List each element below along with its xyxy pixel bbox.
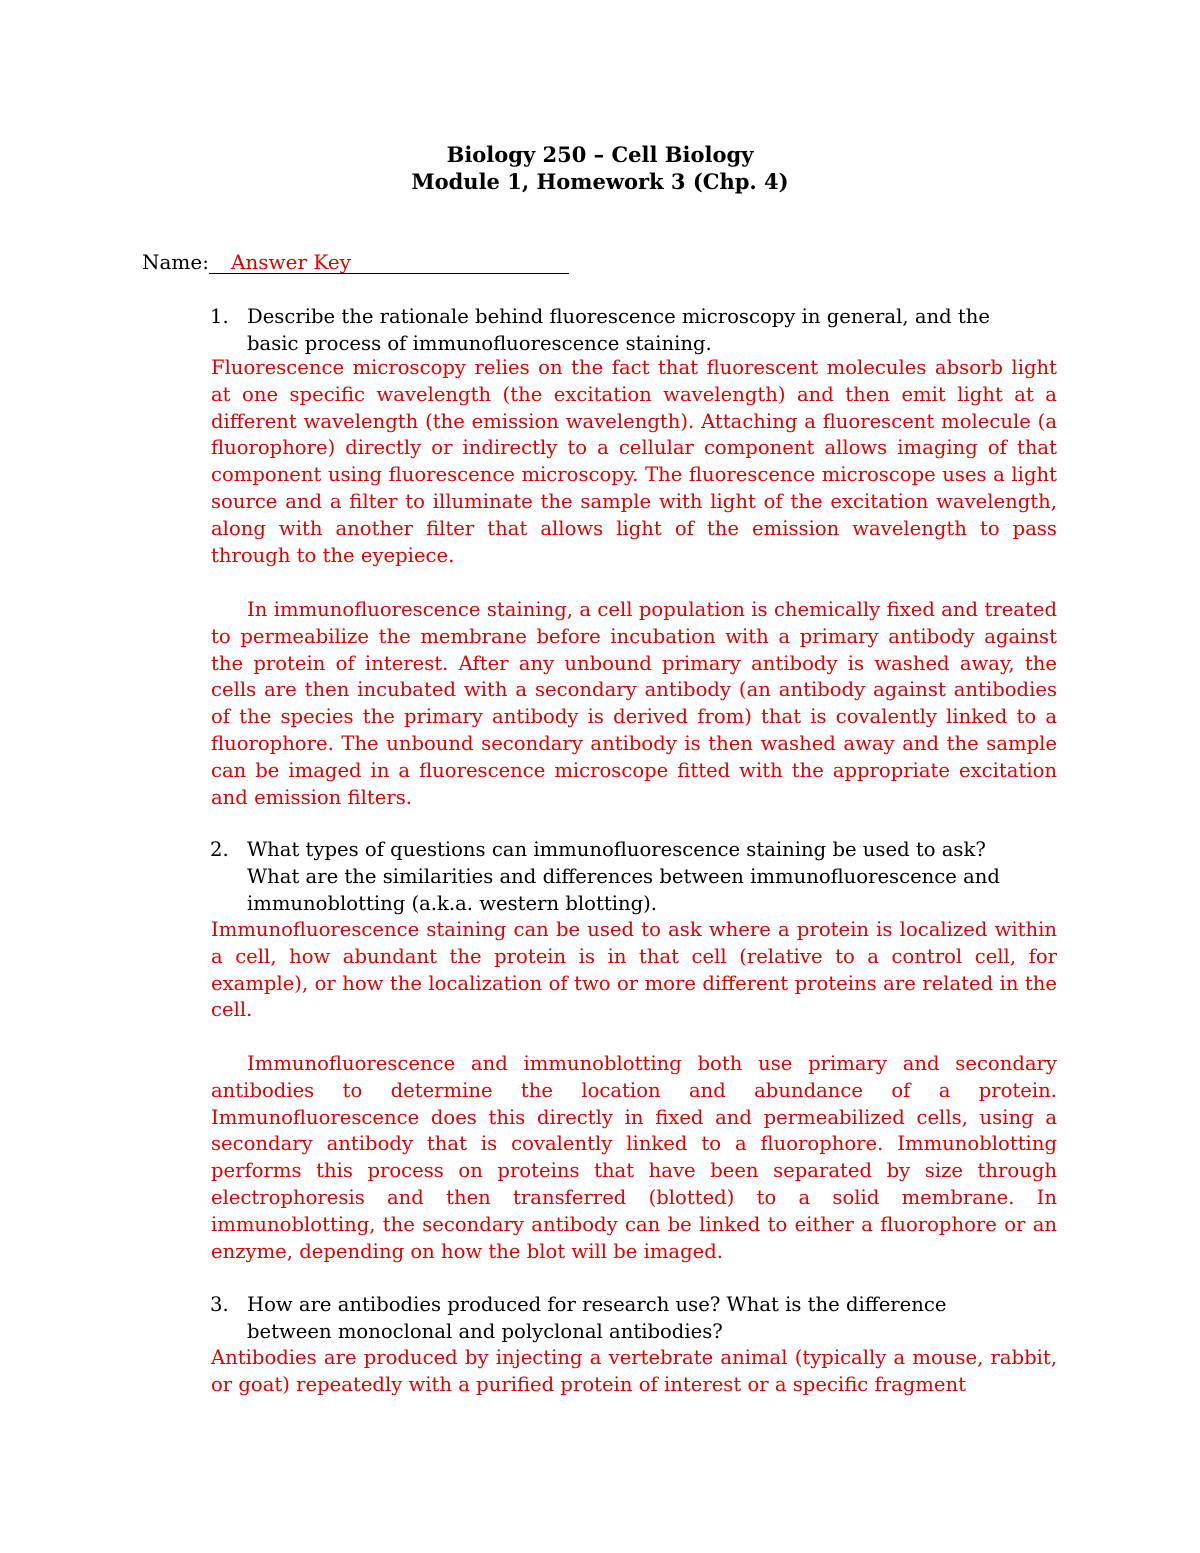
course-title: Biology 250 – Cell Biology — [446, 142, 754, 167]
question-text: How are antibodies produced for research use? What is the difference between monoclonal and polyclonal antibodies? — [247, 1293, 947, 1343]
module-title: Module 1, Homework 3 (Chp. 4) — [411, 169, 789, 194]
question-3 — [210, 1291, 990, 1345]
question-number: 1. — [210, 305, 229, 328]
answer-1-paragraph-2: In immunofluorescence staining, a cell population is chemically fixed and treated to permeabilize the membrane before incubation with a primary antibody against the protein of interest. After any unbound primary antibody is washed away, the cells are then incubated with a secondary antibody (an antibody against antibodies of the species the primary antibody is derived from) that is covalently linked to a fluorophore. The unbound secondary antibody is then washed away and the sample can be imaged in a fluorescence microscope fitted with the appropriate excitation and emission filters. — [211, 598, 1057, 809]
question-number: 3. — [210, 1293, 229, 1316]
name-label: Name: — [142, 250, 209, 274]
question-text: What types of questions can immunofluorescence staining be used to ask? What are the similarities and differences between immunofluorescence and immunoblotting (a.k.a. western blotting). — [247, 838, 1000, 915]
question-text: Describe the rationale behind fluorescence microscopy in general, and the basic process of immunofluorescence staining. — [247, 305, 990, 355]
answer-2-paragraph-1: Immunofluorescence staining can be used to ask where a protein is localized within a cell, how abundant the protein is in that cell (relative to a control cell, for example), or how the localization of two or more different proteins are related in the cell. — [211, 918, 1057, 1022]
name-value: Answer Key — [209, 251, 569, 274]
question-2 — [210, 836, 1040, 917]
question-number: 2. — [210, 838, 229, 861]
name-field — [142, 249, 569, 276]
answer-2-paragraph-2: Immunofluorescence and immunoblotting both use primary and secondary antibodies to determine the location and abundance of a protein. Immunofluorescence does this directly in fixed and permeabilized cells, using a secondary antibody that is covalently linked to a fluorophore. Immunoblotting performs this process on proteins that have been separated by size through electrophoresis and then transferred (blotted) to a solid membrane. In immunoblotting, the secondary antibody can be linked to either a fluorophore or an enzyme, depending on how the blot will be imaged. — [211, 1052, 1057, 1263]
answer-3-paragraph-1: Antibodies are produced by injecting a vertebrate animal (typically a mouse, rabbit, or goat) repeatedly with a purified protein of interest or a specific fragment — [211, 1346, 1057, 1396]
answer-1-paragraph-1: Fluorescence microscopy relies on the fact that fluorescent molecules absorb light at one specific wavelength (the excitation wavelength) and then emit light at a different wavelength (the emission wavelength). Attaching a fluorescent molecule (a fluorophore) directly or indirectly to a cellular component allows imaging of that component using fluorescence microscopy. The fluorescence microscope uses a light source and a filter to illuminate the sample with light of the excitation wavelength, along with another filter that allows light of the emission wavelength to pass through to the eyepiece. — [211, 356, 1057, 567]
question-1 — [210, 303, 1040, 357]
